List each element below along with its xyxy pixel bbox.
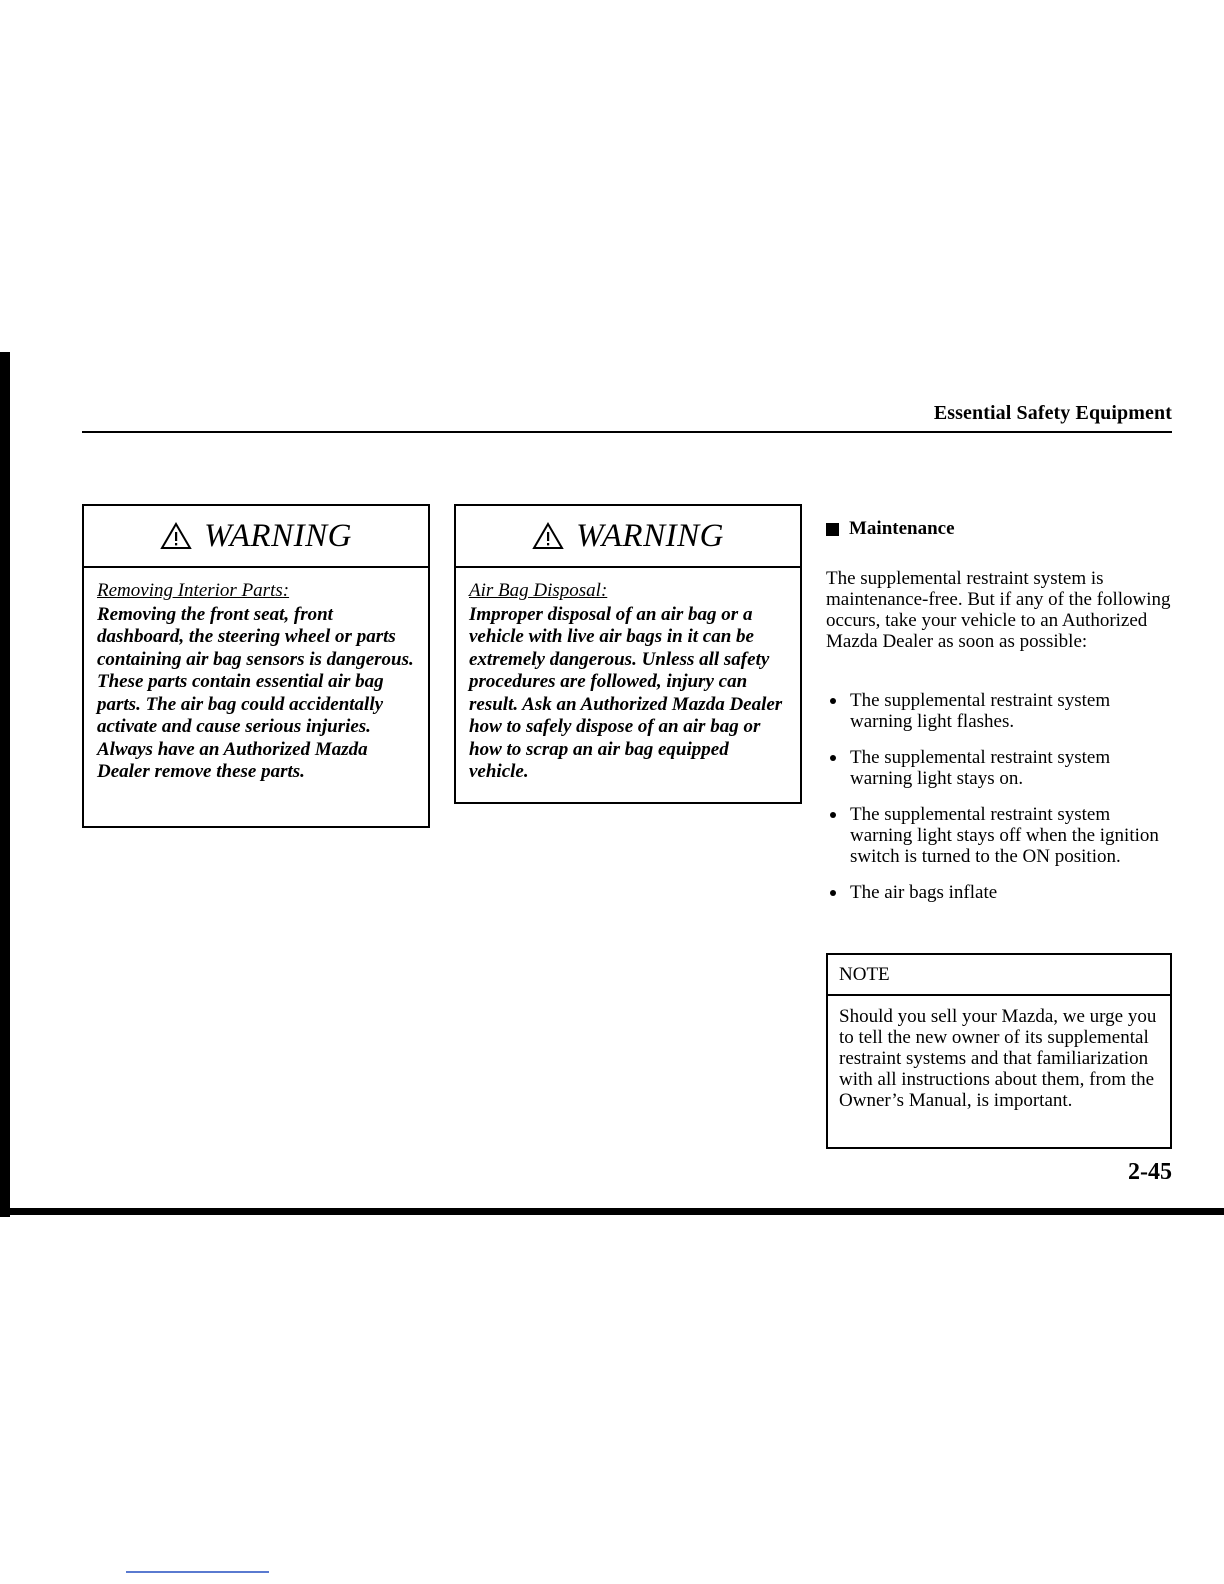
warning-triangle-icon <box>532 522 564 550</box>
left-edge-bar <box>0 352 10 1217</box>
list-item-text: The air bags inflate <box>850 882 998 903</box>
bottom-rule <box>0 1208 1224 1215</box>
warning-header <box>456 506 800 568</box>
list-item-text: The supplemental restraint system warning light stays on. <box>850 747 1111 789</box>
maintenance-intro: The supplemental restraint system is maintenance-free. But if any of the following occurs, take your vehicle to an Authorized Mazda Dealer as soon as possible: <box>826 568 1171 652</box>
warning-box-interior-parts <box>82 504 430 828</box>
note-title: NOTE <box>828 955 1170 996</box>
warning-title: WARNING <box>204 517 352 554</box>
bullet-dot-icon <box>830 755 836 761</box>
square-bullet-icon <box>826 523 839 536</box>
list-item-text: The supplemental restraint system warning light stays off when the ignition switch is turned to the ON position. <box>850 804 1159 867</box>
note-box <box>826 953 1172 1149</box>
warning-triangle-icon <box>160 522 192 550</box>
maintenance-list <box>826 690 1172 918</box>
list-item-text: The supplemental restraint system warning light flashes. <box>850 690 1111 732</box>
warning-text: Removing the front seat, front dashboard, the steering wheel or parts containing air bag sensors is dangerous. These parts contain essential air bag parts. The air bag could accidentally activate and cause serious injuries. Always have an Authorized Mazda Dealer remove these parts. <box>97 603 414 782</box>
warning-body <box>456 568 800 784</box>
bullet-dot-icon <box>830 698 836 704</box>
list-item <box>826 882 1172 903</box>
maintenance-heading-text: Maintenance <box>849 518 955 539</box>
footer-link-underline <box>126 1571 269 1573</box>
warning-subtitle: Removing Interior Parts: <box>97 580 290 601</box>
list-item <box>826 747 1172 789</box>
note-text: Should you sell your Mazda, we urge you to tell the new owner of its supplemental restraint systems and that familiarization with all instructions about them, from the Owner’s Manual, is important. <box>839 1006 1157 1111</box>
header-rule <box>82 431 1172 433</box>
section-title: Essential Safety Equipment <box>933 402 1172 424</box>
warning-text: Improper disposal of an air bag or a vehicle with live air bags in it can be extremely dangerous. Unless all safety procedures are followed, injury can result. Ask an Authorized Mazda Dealer how to safely dispose of an air bag or how to scrap an air bag equipped vehicle. <box>469 603 783 782</box>
maintenance-heading <box>826 518 955 540</box>
list-item <box>826 804 1172 867</box>
page-number: 2-45 <box>1128 1159 1172 1185</box>
bullet-dot-icon <box>830 812 836 818</box>
list-item <box>826 690 1172 732</box>
warning-body <box>84 568 428 784</box>
bullet-dot-icon <box>830 890 836 896</box>
warning-title: WARNING <box>576 517 724 554</box>
warning-subtitle: Air Bag Disposal: <box>469 580 608 601</box>
warning-box-air-bag-disposal <box>454 504 802 804</box>
warning-header <box>84 506 428 568</box>
